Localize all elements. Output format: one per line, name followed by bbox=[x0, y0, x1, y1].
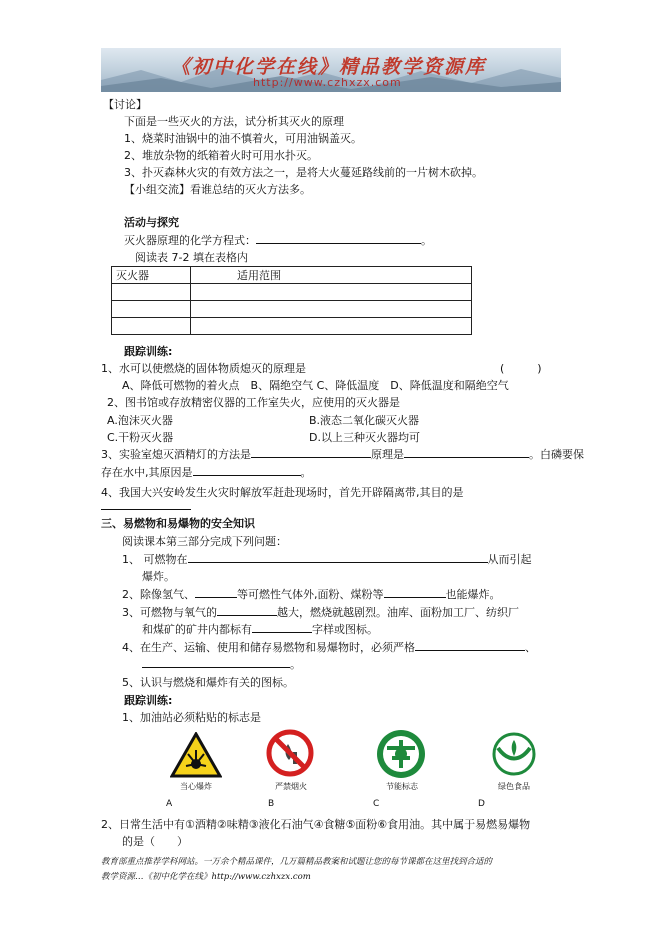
s3-item2-text-b: 等可燃性气体外,面粉、煤粉等 bbox=[237, 588, 384, 601]
discussion-item-1: 1、烧菜时油锅中的油不慎着火，可用油锅盖灭。 bbox=[124, 132, 362, 145]
s3-item3-blank-sign[interactable] bbox=[252, 622, 312, 633]
banner-title: 《初中化学在线》精品教学资源库 bbox=[171, 56, 487, 78]
activity-heading: 活动与探究 bbox=[124, 216, 179, 229]
p2-q1: 1、加油站必须粘贴的标志是 bbox=[122, 711, 261, 724]
discussion-item-2: 2、堆放杂物的纸箱着火时可用水扑灭。 bbox=[124, 149, 318, 162]
s3-item1-blank[interactable] bbox=[188, 552, 488, 563]
s3-item3-blank-area[interactable] bbox=[217, 605, 277, 616]
s3-item4-text-a: 4、在生产、运输、使用和储存易燃物和易爆物时，必须严格 bbox=[122, 641, 415, 654]
extinguisher-table bbox=[111, 266, 472, 335]
p1-q4: 4、我国大兴安岭发生火灾时解放军赶赴现场时，首先开辟隔离带,其目的是 bbox=[101, 486, 464, 499]
p2-q2-line2: 的是（ ） bbox=[122, 835, 188, 848]
s3-item3-line2 bbox=[142, 621, 378, 637]
s3-item1-text-b: 从而引起 bbox=[487, 553, 532, 566]
sign-letter-a: A bbox=[166, 799, 173, 809]
banner-url[interactable]: http://www.czhxzx.com bbox=[253, 76, 402, 89]
s3-item4-line2 bbox=[142, 656, 301, 672]
energy-saving-icon[interactable] bbox=[374, 728, 428, 780]
table-row bbox=[112, 284, 472, 301]
s3-item3-line1 bbox=[122, 604, 519, 620]
p1-q3-text-b: 原理是 bbox=[371, 448, 404, 461]
discussion-heading: 【讨论】 bbox=[103, 98, 147, 111]
table-cell[interactable] bbox=[191, 284, 472, 301]
table-cell[interactable] bbox=[112, 284, 191, 301]
s3-item5: 5、认识与燃烧和爆炸有关的图标。 bbox=[122, 676, 294, 689]
p2-q2-line1: 2、日常生活中有①酒精②味精③液化石油气④食糖⑤面粉⑥食用油。其中属于易燃易爆物 bbox=[101, 818, 531, 831]
section3-heading: 三、易燃物和易爆物的安全知识 bbox=[101, 517, 255, 530]
p1-q2-option-b: B.液态二氧化碳灭火器 bbox=[309, 414, 420, 427]
sign-caption-c: 节能标志 bbox=[386, 782, 418, 791]
sign-caption-a: 当心爆炸 bbox=[180, 782, 212, 791]
table-row bbox=[112, 318, 472, 335]
p1-q2-option-c: C.干粉灭火器 bbox=[107, 431, 174, 444]
group-exchange: 【小组交流】看谁总结的灭火方法多。 bbox=[124, 183, 311, 196]
sign-caption-d: 绿色食品 bbox=[498, 782, 530, 791]
s3-item1-line1 bbox=[122, 551, 532, 567]
s3-item2-text-a: 2、除像氢气、 bbox=[122, 588, 195, 601]
equation-line bbox=[124, 232, 432, 248]
explosion-warning-icon[interactable] bbox=[170, 732, 222, 778]
footer-line-1: 教育部重点推荐学科网站。一万余个精品课件，几万篇精品教案和试题让您的每节课都在这里找到合适的 bbox=[101, 857, 493, 867]
header-banner bbox=[101, 48, 561, 92]
sign-caption-b: 严禁烟火 bbox=[275, 782, 307, 791]
table-cell[interactable] bbox=[191, 301, 472, 318]
s3-item2-text-c: 也能爆炸。 bbox=[445, 588, 501, 601]
p1-q1-options: A、降低可燃物的着火点 B、隔绝空气 C、降低温度 D、降低温度和隔绝空气 bbox=[122, 379, 509, 392]
section3-intro: 阅读课本第三部分完成下列问题： bbox=[122, 535, 287, 548]
s3-item2-blank-dust[interactable] bbox=[384, 587, 446, 598]
equation-prefix: 灭火器原理的化学方程式： bbox=[124, 234, 256, 247]
green-food-icon[interactable] bbox=[490, 732, 538, 776]
practice2-heading: 跟踪训练: bbox=[124, 694, 173, 707]
p1-q2-option-a: A.泡沫灭火器 bbox=[107, 414, 173, 427]
s3-item4-blank-1[interactable] bbox=[415, 640, 525, 651]
table-header-scope: 适用范围 bbox=[191, 267, 472, 284]
p1-q3-text-c: 。白磷要保 bbox=[529, 448, 584, 461]
table-cell[interactable] bbox=[191, 318, 472, 335]
p1-q2-option-d: D.以上三种灭火器均可 bbox=[309, 431, 420, 444]
discussion-item-3: 3、扑灭森林火灾的有效方法之一，是将大火蔓延路线前的一片树木砍掉。 bbox=[124, 166, 483, 179]
s3-item3-text-b: 越大，燃烧就越剧烈。油库、面粉加工厂、纺织厂 bbox=[277, 606, 519, 619]
s3-item2-blank-gas[interactable] bbox=[195, 587, 237, 598]
s3-item1-line2: 爆炸。 bbox=[142, 570, 175, 583]
read-table-instruction: 阅读表 7-2 填在表格内 bbox=[135, 251, 248, 264]
p1-q3-text-a: 3、实验室熄灭酒精灯的方法是 bbox=[101, 448, 251, 461]
s3-item4-line1 bbox=[122, 639, 536, 655]
table-header-row bbox=[112, 267, 472, 284]
table-cell[interactable] bbox=[112, 318, 191, 335]
sign-letter-b: B bbox=[268, 799, 275, 809]
p1-q1-answer-paren[interactable]: ( ) bbox=[500, 362, 542, 375]
s3-item4-text-b: 、 bbox=[525, 641, 536, 654]
s3-item3-text-d: 字样或图标。 bbox=[312, 623, 378, 636]
table-cell[interactable] bbox=[112, 301, 191, 318]
s3-item3-text-c: 和煤矿的矿井内都标有 bbox=[142, 623, 252, 636]
p1-q3-text-d: 存在水中,其原因是 bbox=[101, 466, 193, 479]
s3-item1-text-a: 1、 可燃物在 bbox=[122, 553, 188, 566]
p1-q1: 1、水可以使燃烧的固体物质熄灭的原理是 bbox=[101, 362, 306, 375]
footer-line-2: 教学资源…《初中化学在线》http://www.czhxzx.com bbox=[101, 872, 311, 882]
p1-q3-line1 bbox=[101, 446, 584, 462]
discussion-intro: 下面是一些灭火的方法，试分析其灭火的原理 bbox=[124, 115, 344, 128]
equation-blank[interactable] bbox=[256, 233, 421, 244]
s3-item2 bbox=[122, 586, 501, 602]
table-row bbox=[112, 301, 472, 318]
s3-item3-text-a: 3、可燃物与氧气的 bbox=[122, 606, 217, 619]
sign-letter-d: D bbox=[478, 799, 485, 809]
p1-q3-blank-reason[interactable] bbox=[193, 465, 301, 476]
p1-q3-blank-principle[interactable] bbox=[404, 447, 529, 458]
practice1-heading: 跟踪训练: bbox=[124, 345, 173, 358]
p1-q3-blank-method[interactable] bbox=[251, 447, 371, 458]
equation-end: 。 bbox=[421, 234, 432, 247]
p1-q4-blank[interactable] bbox=[101, 509, 191, 510]
p1-q2: 2、图书馆或存放精密仪器的工作室失火，应使用的灭火器是 bbox=[107, 396, 400, 409]
s3-item4-text-c: 。 bbox=[290, 658, 301, 671]
sign-letter-c: C bbox=[373, 799, 380, 809]
no-fire-icon[interactable] bbox=[265, 728, 315, 778]
p1-q3-text-e: 。 bbox=[300, 466, 312, 479]
table-header-extinguisher: 灭火器 bbox=[112, 267, 191, 284]
s3-item4-blank-2[interactable] bbox=[142, 657, 290, 668]
p1-q3-line2 bbox=[101, 464, 312, 480]
